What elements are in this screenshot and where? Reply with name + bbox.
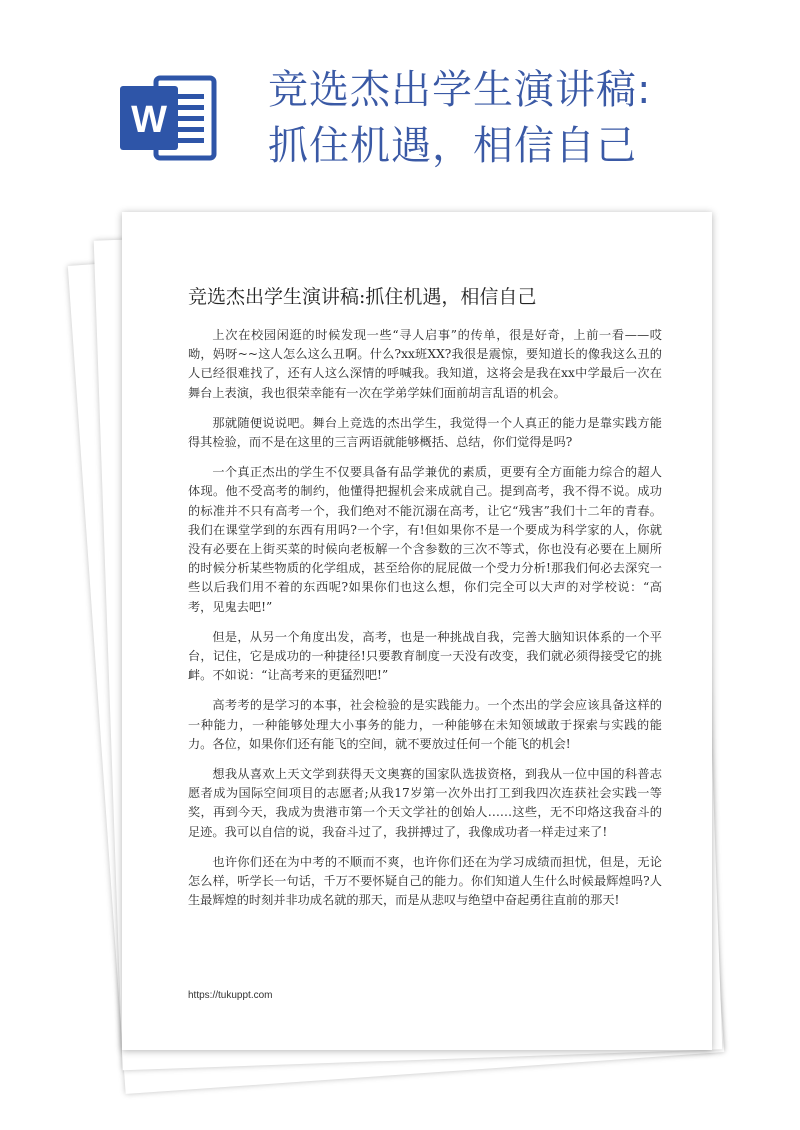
document-heading — [268, 62, 788, 174]
heading-line-2: 抓住机遇，相信自己 — [268, 123, 637, 169]
paragraph: 但是，从另一个角度出发，高考，也是一种挑战自我，完善大脑知识体系的一个平台，记住，它是成功的一种捷径!只要教育制度一天没有改变，我们就必须得接受它的挑衅。不如说：“让高考来的更猛烈吧!” — [188, 629, 662, 683]
paragraph: 一个真正杰出的学生不仅要具备有品学兼优的素质，更要有全方面能力综合的超人体现。他不受高考的制约，他懂得把握机会来成就自己。提到高考，我不得不说。成功的标准并不只有高考一个，我们绝对不能沉溺在高考，让它“残害”我们十二年的青春。我们在课堂学到的东西有用吗?一个字，有!但如果你不是一个要成为科学家的人，你就没有必要在上街买菜的时候向老板解一个含参数的三次不等式，你也没有必要在上厕所的时候分析某些物质的化学组成，甚至给你的屁屁做一个受力分析!那我们何必去深究一些以后我们用不着的东西呢?如果你们也这么想，你们完全可以大声的对学校说：“高考，见鬼去吧!” — [188, 465, 662, 614]
svg-text:W: W — [131, 99, 167, 141]
paragraph: 也许你们还在为中考的不顺而不爽，也许你们还在为学习成绩而担忧，但是，无论怎么样，听学长一句话，千万不要怀疑自己的能力。你们知道人生什么时候最辉煌吗?人生最辉煌的时刻并非功成名就的那天，而是从悲叹与绝望中奋起勇往直前的那天! — [188, 854, 662, 908]
footer-url: https://tukuppt.com — [188, 990, 273, 1001]
paragraph: 想我从喜欢上天文学到获得天文奥赛的国家队选拔资格，到我从一位中国的科普志愿者成为国际空间项目的志愿者;从我17岁第一次外出打工到我四次连获社会实践一等奖，再到今天，我成为贵港市第一个天文学社的创始人……这些，无不印烙这我奋斗的足迹。我可以自信的说，我奋斗过了，我拼搏过了，我像成功者一样走过来了! — [188, 767, 662, 839]
paragraph: 上次在校园闲逛的时候发现一些“寻人启事”的传单，很是好奇，上前一看——哎呦，妈呀~~这人怎么这么丑啊。什么?xx班XX?我很是震惊，要知道长的像我这么丑的人已经很难找了，还有人这么深情的呼喊我。我知道，这将会是我在xx中学最后一次在舞台上表演，我也很荣幸能有一次在学弟学妹们面前胡言乱语的机会。 — [188, 328, 662, 400]
heading-line-1: 竞选杰出学生演讲稿: — [268, 67, 652, 113]
paragraph: 那就随便说说吧。舞台上竞选的杰出学生，我觉得一个人真正的能力是靠实践方能得其检验，而不是在这里的三言两语就能够概括、总结，你们觉得是吗? — [188, 415, 662, 450]
paragraph: 高考考的是学习的本事，社会检验的是实践能力。一个杰出的学会应该具备这样的一种能力，一种能够处理大小事务的能力，一种能够在未知领域敢于探索与实践的能力。各位，如果你们还有能飞的空间，就不要放过任何一个能飞的机会! — [188, 698, 662, 751]
document-body — [188, 326, 662, 921]
word-doc-icon — [118, 72, 218, 164]
page-title: 竞选杰出学生演讲稿:抓住机遇，相信自己 — [188, 286, 537, 308]
header — [0, 0, 800, 200]
